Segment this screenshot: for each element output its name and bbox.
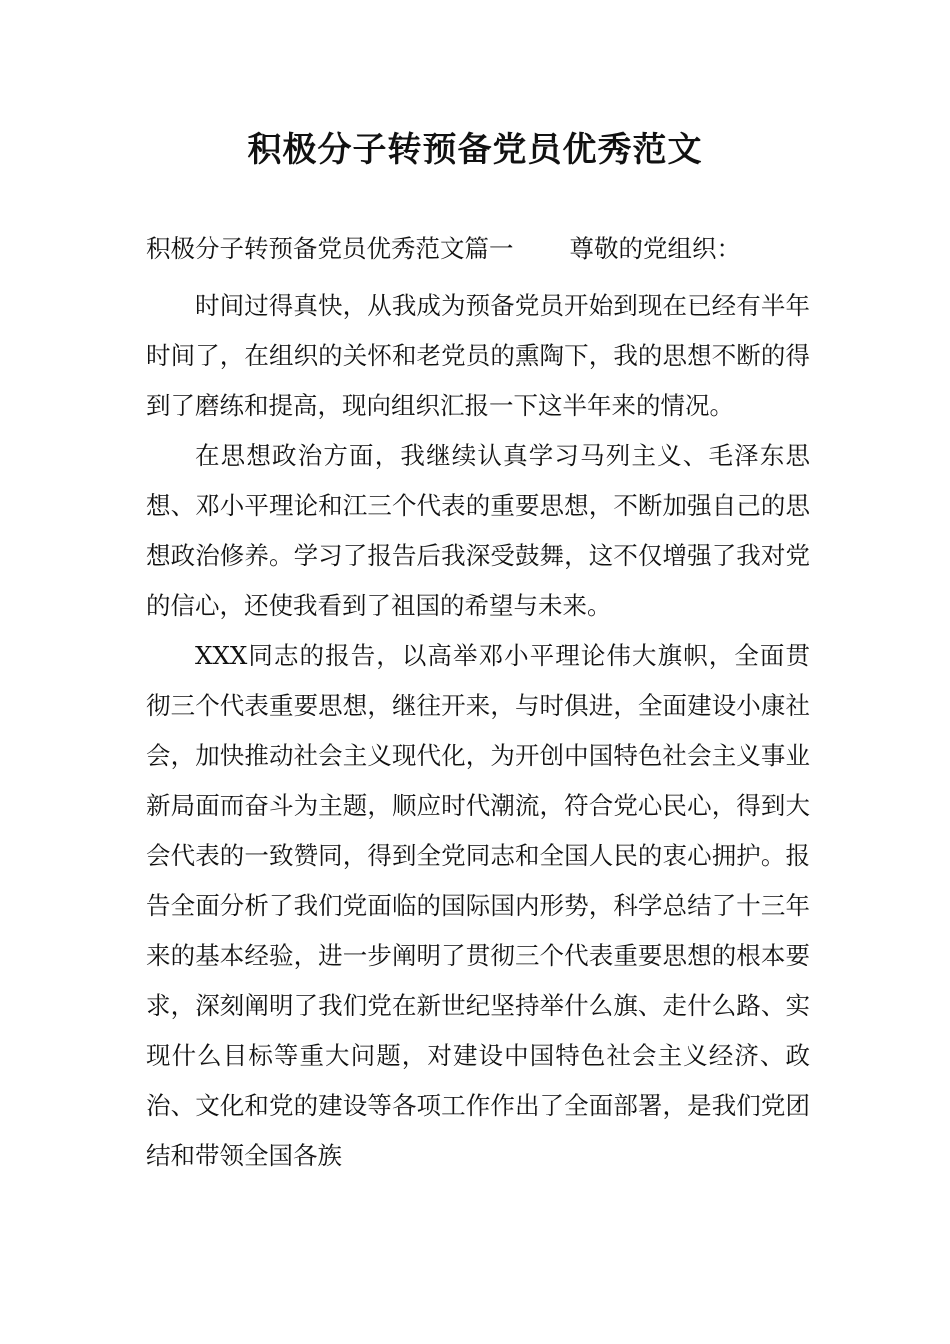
paragraph-2: 在思想政治方面，我继续认真学习马列主义、毛泽东思想、邓小平理论和江三个代表的重要思想，不断加强自己的思想政治修养。学习了报告后我深受鼓舞，这不仅增强了我对党的信心，还使我看到了祖国的希望与未来。 [146,441,810,620]
lead-line [146,224,810,274]
document-body [146,224,810,1181]
page-title: 积极分子转预备党员优秀范文 [247,130,703,170]
paragraph-1: 时间过得真快，从我成为预备党员开始到现在已经有半年时间了，在组织的关怀和老党员的熏陶下，我的思想不断的得到了磨练和提高，现向组织汇报一下这半年来的情况。 [146,291,810,420]
paragraph-3: XXX同志的报告，以高举邓小平理论伟大旗帜，全面贯彻三个代表重要思想，继往开来，与时俱进，全面建设小康社会，加快推动社会主义现代化，为开创中国特色社会主义事业新局面而奋斗为主题，顺应时代潮流，符合党心民心，得到大会代表的一致赞同，得到全党同志和全国人民的衷心拥护。报告全面分析了我们党面临的国际国内形势，科学总结了十三年来的基本经验，进一步阐明了贯彻三个代表重要思想的根本要求，深刻阐明了我们党在新世纪坚持举什么旗、走什么路、实现什么目标等重大问题，对建设中国特色社会主义经济、政治、文化和党的建设等各项工作作出了全面部署，是我们党团结和带领全国各族 [146,641,810,1170]
salutation: 尊敬的党组织： [569,234,741,263]
section-heading: 积极分子转预备党员优秀范文篇一 [146,234,514,263]
